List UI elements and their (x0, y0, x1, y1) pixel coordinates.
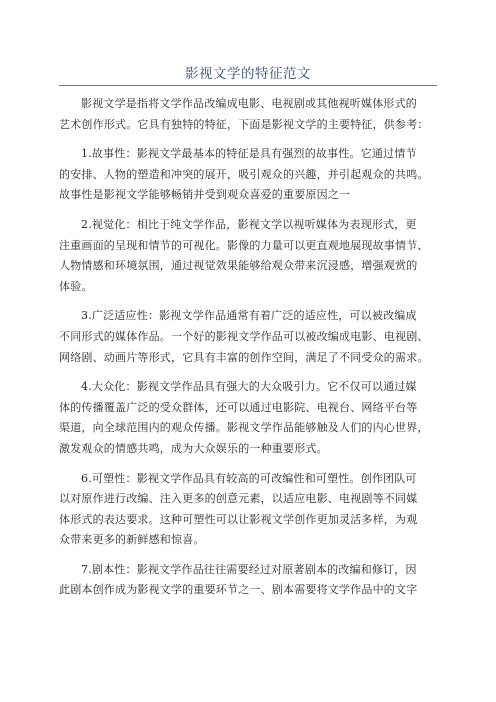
text-line: 以对原作进行改编、注入更多的创意元素，以适应电影、电视剧等不同媒 (59, 492, 418, 506)
text-line: 6.可塑性：影视文学作品具有较高的可改编性和可塑性。创作团队可 (81, 471, 417, 485)
text-line: 3.广泛适应性：影视文学作品通常有着广泛的适应性，可以被改编成 (81, 309, 417, 323)
text-line: 艺术创作形式。它具有独特的特征，下面是影视文学的主要特征，供参考： (59, 117, 429, 131)
paragraph-script (59, 560, 439, 601)
paragraph-storytelling (59, 144, 439, 206)
document-body (59, 94, 439, 610)
text-line: 2.视觉化：相比于纯文学作品，影视文学以视听媒体为表现形式，更 (81, 217, 417, 231)
text-line: 4.大众化：影视文学作品具有强大的大众吸引力。它不仅可以通过媒 (81, 380, 417, 394)
text-line: 人物情感和环境氛围，通过视觉效果能够给观众带来沉浸感，增强观赏的 (59, 259, 418, 273)
text-line: 众带来更多的新鲜感和惊喜。 (59, 533, 205, 547)
text-line: 注重画面的呈现和情节的可视化。影像的力量可以更直观地展现故事情节、 (59, 238, 429, 252)
paragraph-plasticity (59, 469, 439, 551)
text-line: 体的传播覆盖广泛的受众群体，还可以通过电影院、电视台、网络平台等 (59, 400, 418, 414)
text-line: 不同形式的媒体作品。一个好的影视文学作品可以被改编成电影、电视剧、 (59, 329, 429, 343)
text-line: 体验。 (59, 279, 93, 293)
text-line: 故事性是影视文学能够畅销并受到观众喜爱的重要原因之一 (59, 188, 351, 202)
text-line: 此剧本创作成为影视文学的重要环节之一、剧本需要将文学作品中的文字 (59, 583, 418, 597)
text-line: 影视文学是指将文学作品改编成电影、电视剧或其他视听媒体形式的 (81, 97, 417, 110)
text-line: 网络剧、动画片等形式，它具有丰富的创作空间，满足了不同受众的需求。 (59, 350, 429, 364)
text-line: 激发观众的情感共鸣，成为大众娱乐的一种重要形式。 (59, 441, 328, 455)
document-title: 影视文学的特征范文 (185, 66, 311, 82)
paragraph-popularity (59, 377, 439, 459)
paragraph-visualization (59, 215, 439, 297)
text-line: 渠道，向全球范围内的观众传播。影视文学作品能够触及人们的内心世界， (59, 421, 429, 435)
text-line: 7.剧本性：影视文学作品往往需要经过对原著剧本的改编和修订，因 (81, 562, 417, 576)
title-divider (59, 85, 437, 86)
text-line: 体形式的表达要求。这种可塑性可以让影视文学创作更加灵活多样，为观 (59, 512, 418, 526)
paragraph-intro (59, 94, 439, 135)
text-line: 1.故事性：影视文学最基本的特征是具有强烈的故事性。它通过情节 (81, 147, 417, 161)
paragraph-adaptability (59, 306, 439, 368)
text-line: 的安排、人物的塑造和冲突的展开，吸引观众的兴趣，并引起观众的共鸣。 (59, 167, 429, 181)
